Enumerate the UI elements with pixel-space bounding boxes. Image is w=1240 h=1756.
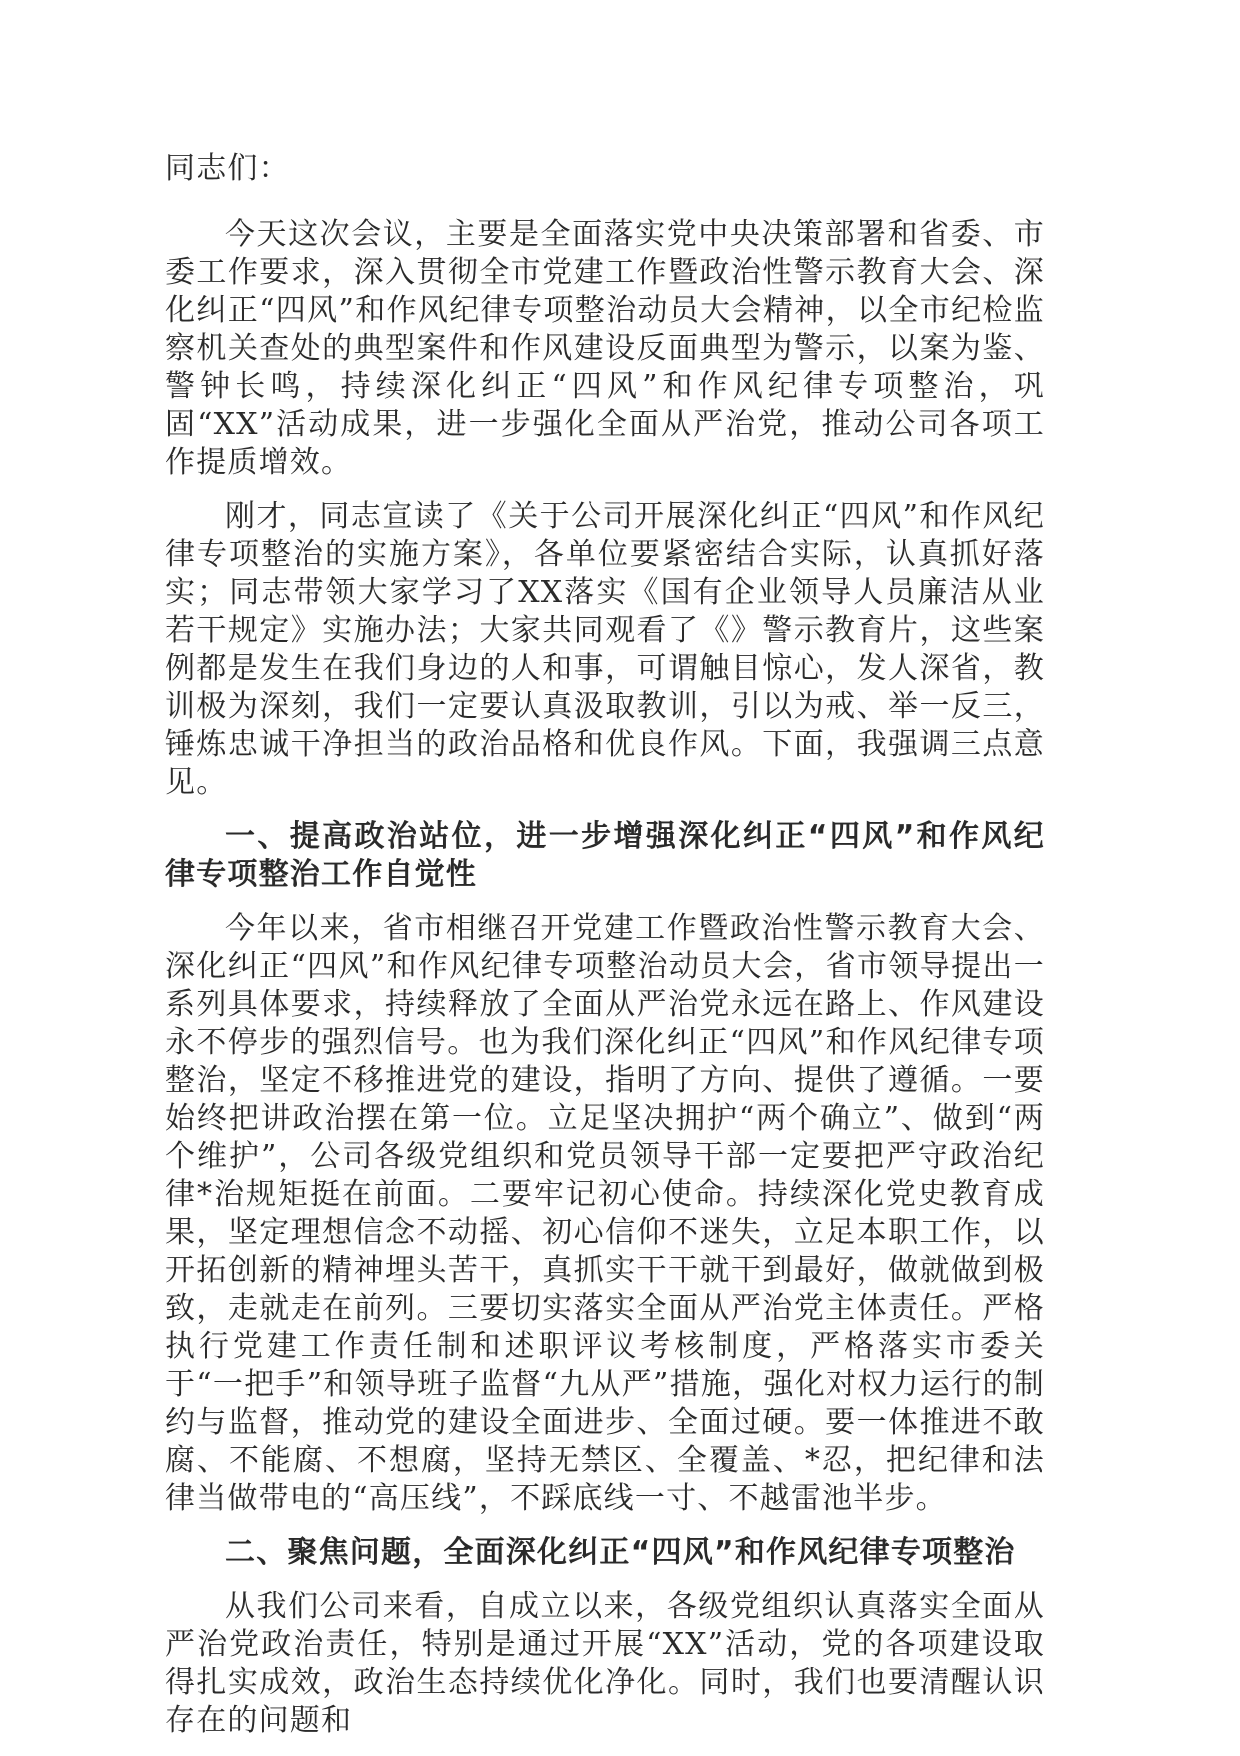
section-2-body: 从我们公司来看，自成立以来，各级党组织认真落实全面从严治党政治责任，特别是通过开展“XX”活动，党的各项建设取得扎实成效，政治生态持续优化净化。同时，我们也要清醒认识存在的问题和 <box>165 1589 1045 1738</box>
salutation: 同志们： <box>165 151 290 186</box>
document-page <box>165 150 1045 1756</box>
intro-paragraph: 今天这次会议，主要是全面落实党中央决策部署和省委、市委工作要求，深入贯彻全市党建工作暨政治性警示教育大会、深化纠正“四风”和作风纪律专项整治动员大会精神，以全市纪检监察机关查处的典型案件和作风建设反面典型为警示，以案为鉴、警钟长鸣，持续深化纠正“四风”和作风纪律专项整治，巩固“XX”活动成果，进一步强化全面从严治党，推动公司各项工作提质增效。 <box>165 217 1045 480</box>
section-2-heading: 二、聚焦问题，全面深化纠正“四风”和作风纪律专项整治 <box>225 1535 1016 1570</box>
section-1-heading: 一、提高政治站位，进一步增强深化纠正“四风”和作风纪律专项整治工作自觉性 <box>165 819 1045 892</box>
context-paragraph: 刚才，同志宣读了《关于公司开展深化纠正“四风”和作风纪律专项整治的实施方案》，各单位要紧密结合实际，认真抓好落实；同志带领大家学习了XX落实《国有企业领导人员廉洁从业若干规定》实施办法；大家共同观看了《》警示教育片，这些案例都是发生在我们身边的人和事，可谓触目惊心，发人深省，教训极为深刻，我们一定要认真汲取教训，引以为戒、举一反三，锤炼忠诚干净担当的政治品格和优良作风。下面，我强调三点意见。 <box>165 499 1045 800</box>
section-1-body: 今年以来，省市相继召开党建工作暨政治性警示教育大会、深化纠正“四风”和作风纪律专项整治动员大会，省市领导提出一系列具体要求，持续释放了全面从严治党永远在路上、作风建设永不停步的强烈信号。也为我们深化纠正“四风”和作风纪律专项整治，坚定不移推进党的建设，指明了方向、提供了遵循。一要始终把讲政治摆在第一位。立足坚决拥护“两个确立”、做到“两个维护”，公司各级党组织和党员领导干部一定要把严守政治纪律*治规矩挺在前面。二要牢记初心使命。持续深化党史教育成果，坚定理想信念不动摇、初心信仰不迷失，立足本职工作，以开拓创新的精神埋头苦干，真抓实干干就干到最好，做就做到极致，走就走在前列。三要切实落实全面从严治党主体责任。严格执行党建工作责任制和述职评议考核制度，严格落实市委关于“一把手”和领导班子监督“九从严”措施，强化对权力运行的制约与监督，推动党的建设全面进步、全面过硬。要一体推进不敢腐、不能腐、不想腐，坚持无禁区、全覆盖、*忍，把纪律和法律当做带电的“高压线”，不踩底线一寸、不越雷池半步。 <box>165 911 1045 1516</box>
